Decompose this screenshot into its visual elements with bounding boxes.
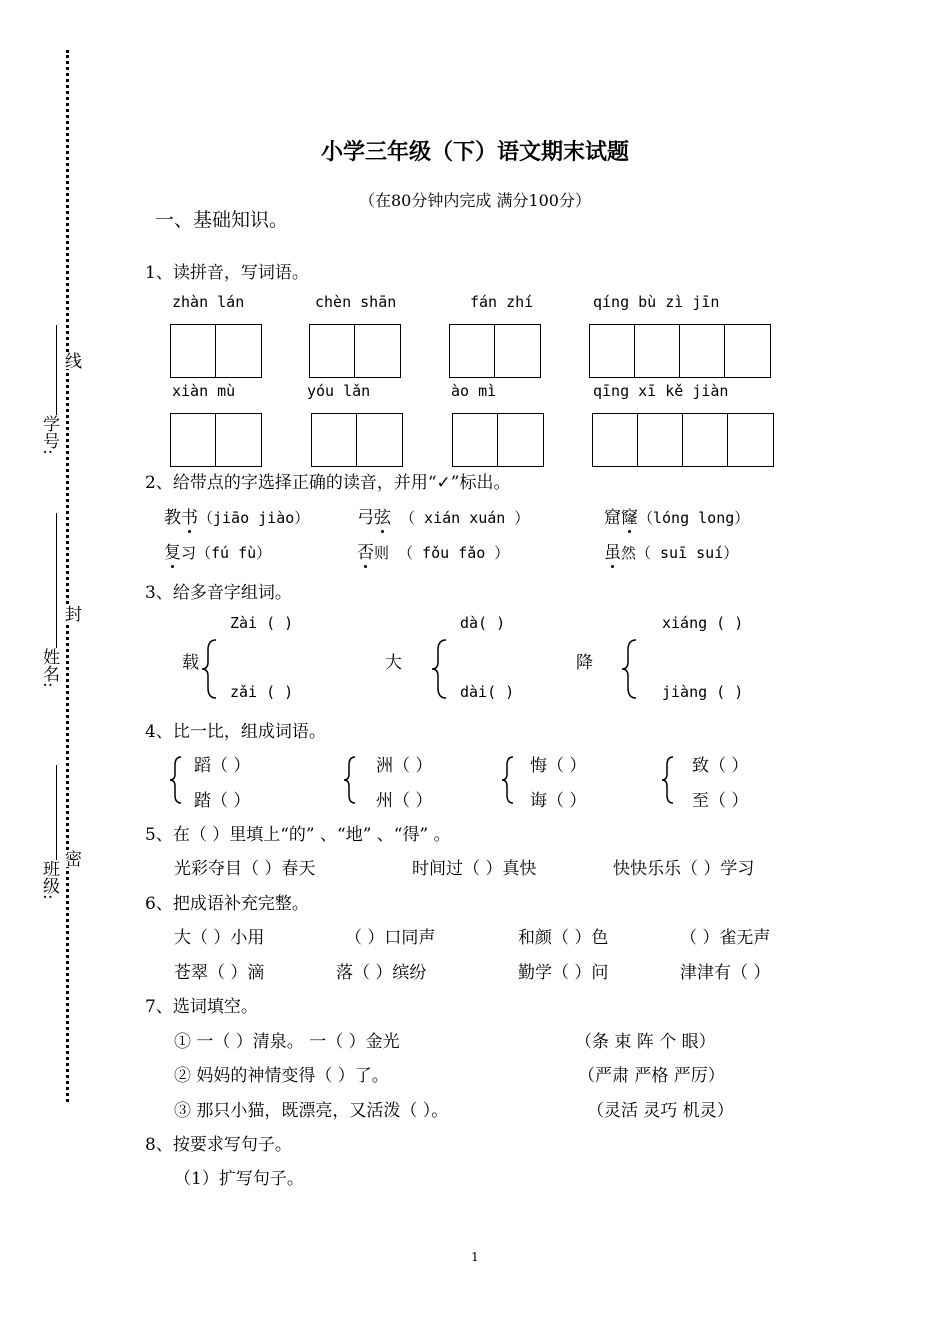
page-title: 小学三年级（下）语文期末试题	[320, 140, 629, 165]
answer-grid[interactable]	[592, 413, 774, 467]
dotted-char: 弦	[374, 508, 391, 528]
q4-pair-top: 悔（ ）	[530, 756, 587, 776]
q4-pair-top: 洲（ ）	[376, 756, 433, 776]
q3-prompt: 3、给多音字组词。	[145, 583, 292, 603]
answer-grid[interactable]	[452, 413, 544, 467]
xuehao-blank-line	[56, 325, 57, 415]
q4-pair-bottom: 州（ ）	[376, 791, 433, 811]
q6-item: （ ）口同声	[345, 928, 436, 948]
q4-pair-top: 致（ ）	[692, 756, 749, 776]
q4-pair-top: 蹈（ ）	[194, 756, 251, 776]
answer-grid[interactable]	[449, 324, 541, 378]
xingming-label: 姓名:	[39, 648, 59, 688]
brace-icon	[430, 638, 450, 700]
q7-prompt: 7、选词填空。	[145, 997, 258, 1017]
q7-options-3: （灵活 灵巧 机灵）	[587, 1101, 734, 1121]
answer-grid[interactable]	[589, 324, 771, 378]
brace-icon	[168, 755, 184, 805]
q4-pair-bottom: 至（ ）	[692, 791, 749, 811]
banji-blank-line	[56, 765, 57, 860]
check-icon: ✓	[436, 473, 451, 493]
q5-item: 光彩夺目（ ）春天	[174, 859, 316, 879]
q2-item: 窟窿（lóng long）	[604, 508, 750, 528]
q2-item: 弓弦 （ xián xuán ）	[357, 508, 530, 528]
q6-item: 大（ ）小用	[174, 928, 265, 948]
q5-item: 时间过（ ）真快	[412, 859, 537, 879]
q1-prompt: 1、读拼音，写词语。	[145, 263, 309, 283]
q7-line-2: ② 妈妈的神情变得（ ）了。	[174, 1066, 389, 1086]
q6-prompt: 6、把成语补充完整。	[145, 894, 309, 914]
q4-pair-bottom: 诲（ ）	[530, 791, 587, 811]
page-subtitle: （在80分钟内完成 满分100分）	[359, 191, 591, 210]
q5-item: 快快乐乐（ ）学习	[613, 859, 755, 879]
answer-grid[interactable]	[309, 324, 401, 378]
feng-char: 封	[61, 605, 81, 622]
q7-options-1: （条 束 阵 个 眼）	[575, 1032, 716, 1052]
q3-da-top: dà( )	[460, 614, 506, 632]
q6-item: 落（ ）缤纷	[336, 963, 427, 983]
q2-prompt: 2、给带点的字选择正确的读音，并用“✓”标出。	[145, 473, 511, 493]
brace-icon	[342, 755, 358, 805]
q1-pinyin: qíng bù zì jīn	[593, 293, 720, 311]
q3-zai-char: 载	[182, 653, 199, 673]
q1-pinyin: ào mì	[451, 382, 497, 400]
q6-item: 和颜（ ）色	[518, 928, 609, 948]
q6-item: 勤学（ ）问	[518, 963, 609, 983]
q1-pinyin: zhàn lán	[172, 293, 245, 311]
q1-pinyin: yóu lǎn	[307, 382, 371, 400]
q3-jiang-bottom: jiàng ( )	[662, 683, 744, 701]
q4-prompt: 4、比一比，组成词语。	[145, 722, 326, 742]
section1-heading: 一、基础知识。	[155, 209, 289, 231]
q3-zai-top: Zài ( )	[230, 614, 294, 632]
q3-da-bottom: dài( )	[460, 683, 515, 701]
q7-options-2: （严肃 严格 严厉）	[578, 1066, 725, 1086]
xian-char: 线	[61, 352, 81, 369]
q8-sub1: （1）扩写句子。	[174, 1169, 304, 1189]
brace-icon	[620, 638, 640, 700]
xuehao-label: 学号:	[39, 415, 59, 455]
q7-line-1: ① 一（ ）清泉。 一（ ）金光	[174, 1032, 400, 1052]
q1-pinyin: fán zhí	[470, 293, 534, 311]
q3-jiang-top: xiáng ( )	[662, 614, 744, 632]
q6-item: 津津有（ ）	[680, 963, 771, 983]
q4-pair-bottom: 踏（ ）	[194, 791, 251, 811]
q3-da-char: 大	[385, 653, 402, 673]
q3-jiang-char: 降	[576, 653, 593, 673]
q3-zai-bottom: zǎi ( )	[230, 683, 294, 701]
brace-icon	[500, 755, 516, 805]
q7-line-3: ③ 那只小猫，既漂亮，又活泼（ ）。	[174, 1101, 449, 1121]
xingming-blank-line	[56, 513, 57, 648]
q1-pinyin: chèn shān	[315, 293, 397, 311]
answer-grid[interactable]	[170, 413, 262, 467]
dotted-char: 否	[357, 543, 374, 563]
dotted-char: 窿	[621, 508, 638, 528]
q1-pinyin: qīng xī kě jiàn	[593, 382, 729, 400]
q6-item: （ ）雀无声	[680, 928, 771, 948]
brace-icon	[660, 755, 676, 805]
q2-item: 否则 （ fǒu fǎo ）	[357, 543, 510, 563]
dotted-char: 虽	[604, 543, 621, 563]
dotted-char: 书	[181, 508, 198, 528]
q6-item: 苍翠（ ）滴	[174, 963, 265, 983]
brace-icon	[200, 638, 220, 700]
answer-grid[interactable]	[170, 324, 262, 378]
answer-grid[interactable]	[311, 413, 403, 467]
q5-prompt: 5、在（ ）里填上“的” 、“地” 、“得” 。	[145, 825, 451, 845]
q2-item: 教书（jiāo jiào）	[164, 508, 310, 528]
page-number: 1	[471, 1250, 479, 1264]
q8-prompt: 8、按要求写句子。	[145, 1135, 292, 1155]
dotted-char: 复	[164, 543, 181, 563]
q1-pinyin: xiàn mù	[172, 382, 236, 400]
q2-item: 复习（fú fù）	[164, 543, 272, 563]
q2-item: 虽然（ suī suí）	[604, 543, 739, 563]
banji-label: 班级:	[39, 860, 59, 900]
mi-char: 密	[61, 850, 81, 867]
